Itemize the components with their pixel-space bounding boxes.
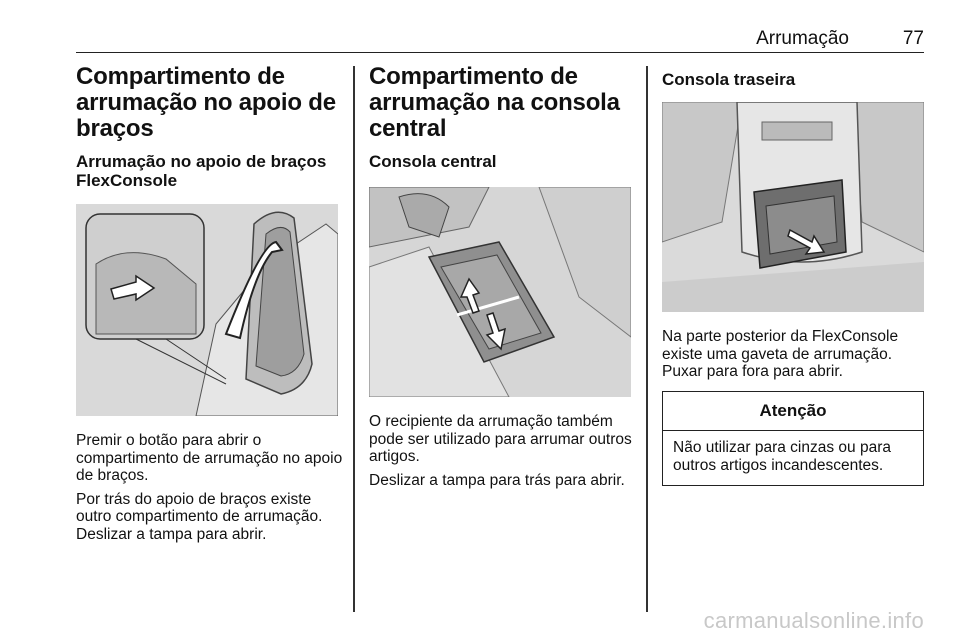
warning-note-body: Não utilizar para cinzas ou para outros artigos incandescentes.	[673, 438, 891, 474]
armrest-subtitle: Arrumação no apoio de braços FlexConsole	[76, 152, 327, 190]
watermark: carmanualsonline.info	[703, 608, 924, 633]
page-header	[76, 28, 924, 53]
center-console-paragraph-1: O recipiente da arrumação também pode ser utilizado para arrumar outros artigos.	[369, 413, 632, 465]
column-divider-1	[353, 66, 355, 612]
column-rear-console	[662, 64, 926, 486]
armrest-figure	[76, 204, 338, 416]
armrest-paragraph-1: Premir o botão para abrir o compartimento de arrumação no apoio de braços.	[76, 432, 343, 484]
warning-note-title: Atenção	[663, 392, 923, 431]
armrest-paragraph-2: Por trás do apoio de braços existe outro compartimento de arrumação. Deslizar a tampa para abrir.	[76, 490, 323, 543]
section-title: Arrumação	[756, 28, 849, 49]
column-armrest	[76, 64, 344, 543]
rear-console-figure	[662, 102, 924, 312]
armrest-section-title: Compartimento de arrumação no apoio de braços	[76, 63, 336, 142]
page-number: 77	[902, 28, 924, 49]
column-center-console	[369, 64, 637, 489]
center-console-subtitle: Consola central	[369, 152, 497, 171]
center-console-section-title: Compartimento de arrumação na consola central	[369, 63, 620, 142]
center-console-figure	[369, 187, 631, 397]
center-console-paragraph-2: Deslizar a tampa para trás para abrir.	[369, 471, 625, 489]
warning-note-box	[662, 391, 924, 486]
column-divider-2	[646, 66, 648, 612]
rear-console-paragraph: Na parte posterior da FlexConsole existe uma gaveta de arrumação. Puxar para fora para abrir.	[662, 328, 899, 380]
rear-console-subtitle: Consola traseira	[662, 70, 796, 89]
